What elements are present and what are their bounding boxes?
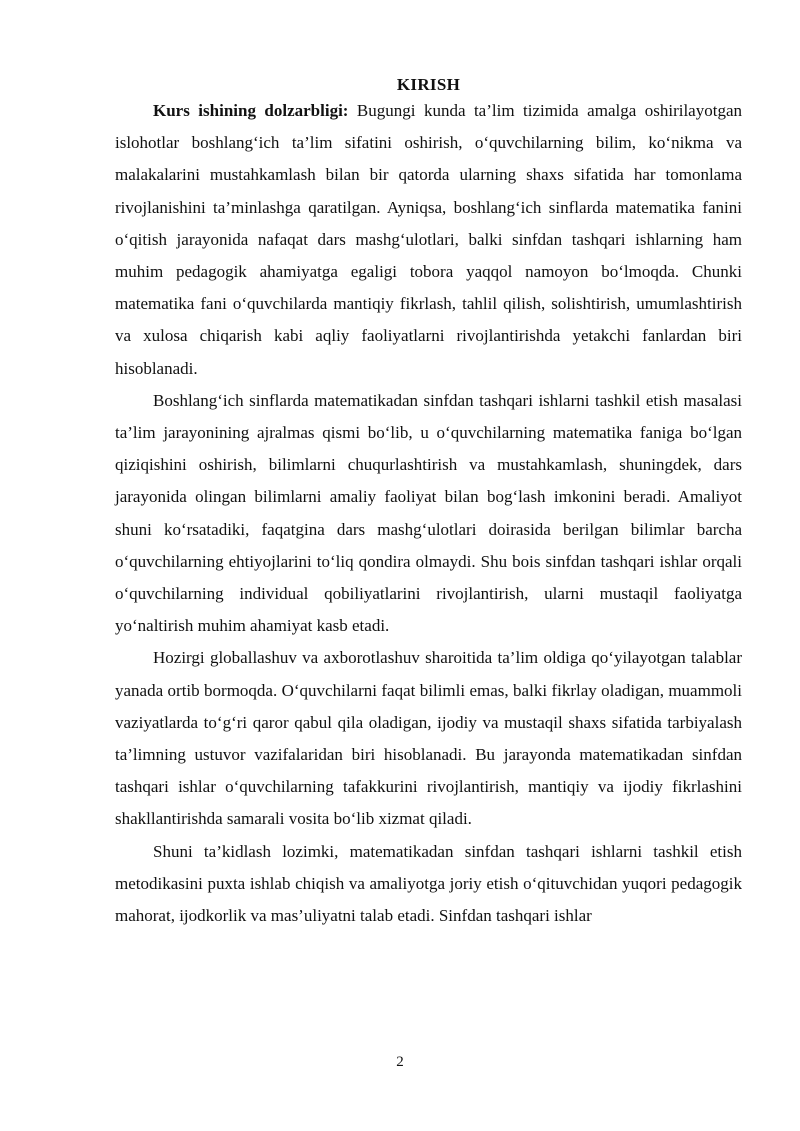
page-number: 2 — [396, 1054, 404, 1070]
paragraph: Hozirgi globallashuv va axborotlashuv sharoitida ta’lim oldiga qo‘yilayotgan talablar yanada ortib bormoqda. O‘quvchilarni faqat bilimli emas, balki fikrlay oladigan, muammoli vaziyatlarda to‘g‘ri qaror qabul qila oladigan, ijodiy va mustaqil shaxs sifatida tarbiyalash ta’limning ustuvor vazifalaridan biri hisoblanadi. Bu jarayonda matematikadan sinfdan tashqari ishlar o‘quvchilarning tafakkurini rivojlantirish, mantiqiy va ijodiy fikrlashini shakllantirishda samarali vosita bo‘lib xizmat qiladi. — [115, 648, 742, 829]
relevance-label: Kurs ishining dolzarbligi: — [153, 101, 349, 120]
paragraph-text: Bugungi kunda ta’lim tizimida amalga oshirilayotgan islohotlar boshlang‘ich ta’lim sifatini oshirish, o‘quvchilarning bilim, ko‘nikma va malakalarini mustahkamlash bilan bir qatorda ularning shaxs sifatida har tomonlama rivojlanishini ta’minlashga qaratilgan. Ayniqsa, boshlang‘ich sinflarda matematika fanini o‘qitish jarayonida nafaqat dars mashg‘ulotlari, balki sinfdan tashqari ishlarning ham muhim pedagogik ahamiyatga egaligi tobora yaqqol namoyon bo‘lmoqda. Chunki matematika fani o‘quvchilarda mantiqiy fikrlash, tahlil qilish, solishtirish, umumlashtirish va xulosa chiqarish kabi aqliy faoliyatlarni rivojlantirishda yetakchi fanlardan biri hisoblanadi. — [115, 101, 742, 378]
paragraph-relevance — [115, 95, 742, 385]
section-title: KIRISH — [396, 75, 461, 94]
paragraph: Shuni ta’kidlash lozimki, matematikadan sinfdan tashqari ishlarni tashkil etish metodikasini puxta ishlab chiqish va amaliyotga joriy etish o‘qituvchidan yuqori pedagogik mahorat, ijodkorlik va mas’uliyatni talab etadi. Sinfdan tashqari ishlar — [115, 841, 742, 926]
paragraph: Boshlang‘ich sinflarda matematikadan sinfdan tashqari ishlarni tashkil etish masalasi ta’lim jarayonining ajralmas qismi bo‘lib, u o‘quvchilarning matematika faniga bo‘lgan qiziqishini oshirish, bilimlarni chuqurlashtirish va mustahkamlash, shuningdek, dars jarayonida olingan bilimlarni amaliy faoliyat bilan bog‘lash imkonini beradi. Amaliyot shuni ko‘rsatadiki, faqatgina dars mashg‘ulotlari doirasida berilgan bilimlar barcha o‘quvchilarning ehtiyojlarini to‘liq qondira olmaydi. Shu bois sinfdan tashqari ishlar orqali o‘quvchilarning individual qobiliyatlarini rivojlantirish, ularni mustaqil faoliyatga yo‘naltirish muhim ahamiyat kasb etadi. — [115, 390, 742, 636]
document-page — [115, 75, 742, 932]
